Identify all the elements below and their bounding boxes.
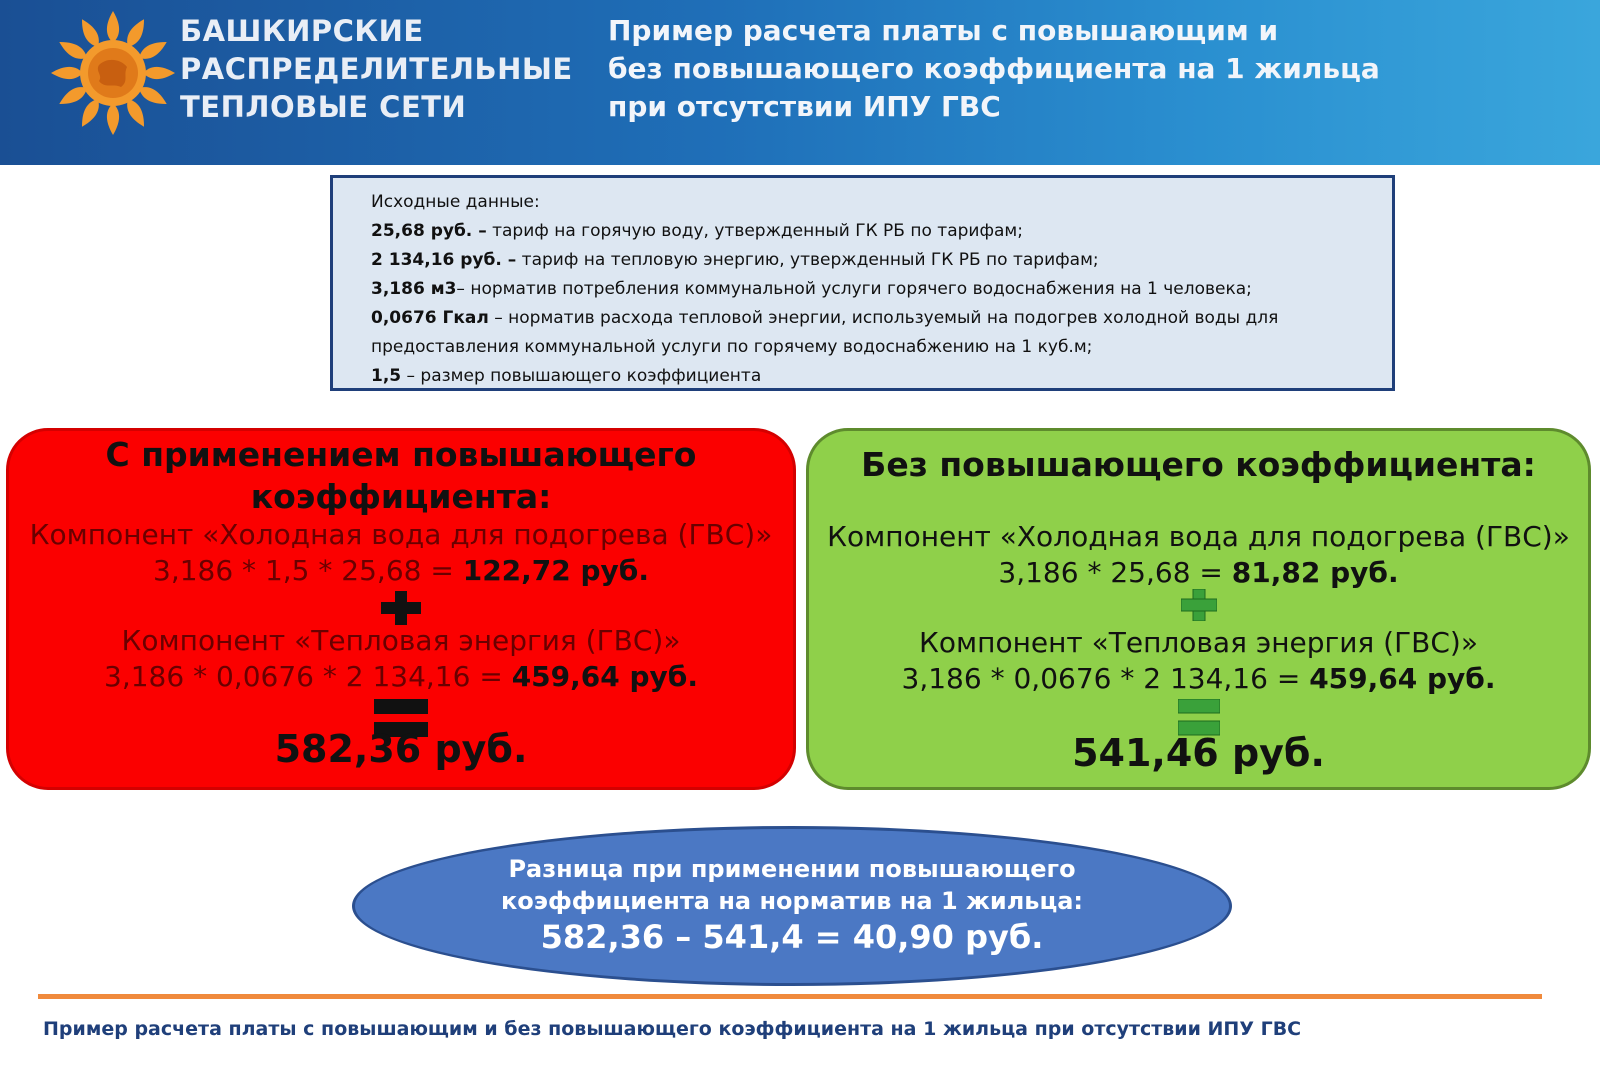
company-logo-icon	[48, 8, 178, 138]
plus-icon	[381, 591, 421, 625]
formula-text: 3,186 * 1,5 * 25,68 =	[153, 554, 463, 587]
source-item-text: – норматив потребления коммунальной услуги горячего водоснабжения на 1 человека;	[456, 279, 1252, 299]
source-item	[371, 333, 1378, 362]
footer-divider	[38, 994, 1542, 999]
panel-title-line: С применением повышающего	[105, 435, 697, 474]
total-without-coefficient: 541,46 руб.	[1072, 731, 1325, 775]
source-item-value: 0,0676 Гкал	[371, 308, 489, 328]
footer-caption: Пример расчета платы с повышающим и без повышающего коэффициента на 1 жильца при отсутствии ИПУ ГВС	[43, 1018, 1302, 1040]
source-data-box	[330, 175, 1395, 391]
slide-title-line: при отсутствии ИПУ ГВС	[608, 90, 1001, 123]
plus-icon	[1181, 589, 1217, 621]
difference-result: 582,36 – 541,4 = 40,90 руб.	[540, 918, 1044, 956]
source-item-text: – норматив расхода тепловой энергии, используемый на подогрев холодной воды для	[488, 308, 1279, 328]
company-name-line: ТЕПЛОВЫЕ СЕТИ	[180, 90, 467, 124]
source-heading: Исходные данные:	[371, 192, 540, 212]
panel-title: Без повышающего коэффициента:	[861, 445, 1536, 484]
source-item-value: 3,186 м3	[371, 279, 457, 299]
source-item	[371, 275, 1378, 304]
component-cold-water-formula	[809, 555, 1588, 591]
company-name	[180, 12, 573, 126]
source-item	[371, 362, 1378, 391]
source-item-value: 25,68 руб. –	[371, 221, 487, 241]
slide-title-line: без повышающего коэффициента на 1 жильца	[608, 52, 1380, 85]
without-coefficient-panel	[806, 428, 1591, 790]
slide-title-line: Пример расчета платы с повышающим и	[608, 14, 1279, 47]
source-item-text: тариф на горячую воду, утвержденный ГК РБ по тарифам;	[486, 221, 1023, 241]
source-item-text: предоставления коммунальной услуги по горячему водоснабжению на 1 куб.м;	[371, 337, 1093, 357]
formula-result: 122,72 руб.	[462, 554, 649, 587]
difference-ellipse	[352, 826, 1232, 986]
source-item	[371, 217, 1378, 246]
company-name-line: РАСПРЕДЕЛИТЕЛЬНЫЕ	[180, 52, 573, 86]
company-name-line: БАШКИРСКИЕ	[180, 14, 424, 48]
source-item	[371, 304, 1378, 333]
formula-text: 3,186 * 25,68 =	[998, 556, 1232, 589]
component-heat-energy-formula	[809, 661, 1588, 697]
with-coefficient-panel	[6, 428, 796, 790]
difference-label-line: коэффициента на норматив на 1 жильца:	[500, 887, 1084, 915]
component-cold-water-label: Компонент «Холодная вода для подогрева (ГВС)»	[29, 518, 773, 551]
panel-title-line: коэффициента:	[250, 477, 552, 516]
component-heat-energy-formula	[9, 659, 793, 695]
component-cold-water-label: Компонент «Холодная вода для подогрева (ГВС)»	[827, 520, 1570, 553]
source-item-value: 1,5	[371, 366, 402, 386]
formula-text: 3,186 * 0,0676 * 2 134,16 =	[104, 660, 512, 693]
source-item	[371, 246, 1378, 275]
component-cold-water-formula	[9, 553, 793, 589]
formula-result: 81,82 руб.	[1231, 556, 1399, 589]
formula-result: 459,64 руб.	[511, 660, 698, 693]
formula-text: 3,186 * 0,0676 * 2 134,16 =	[901, 662, 1310, 695]
total-with-coefficient: 582,36 руб.	[274, 727, 528, 771]
slide-title	[608, 12, 1380, 126]
source-item-value: 2 134,16 руб. –	[371, 250, 517, 270]
component-heat-energy-label: Компонент «Тепловая энергия (ГВС)»	[121, 624, 681, 657]
source-item-text: – размер повышающего коэффициента	[401, 366, 762, 386]
component-heat-energy-label: Компонент «Тепловая энергия (ГВС)»	[919, 626, 1478, 659]
header-banner	[0, 0, 1600, 165]
source-item-text: тариф на тепловую энергию, утвержденный ГК РБ по тарифам;	[516, 250, 1099, 270]
formula-result: 459,64 руб.	[1309, 662, 1496, 695]
difference-label-line: Разница при применении повышающего	[508, 855, 1076, 883]
